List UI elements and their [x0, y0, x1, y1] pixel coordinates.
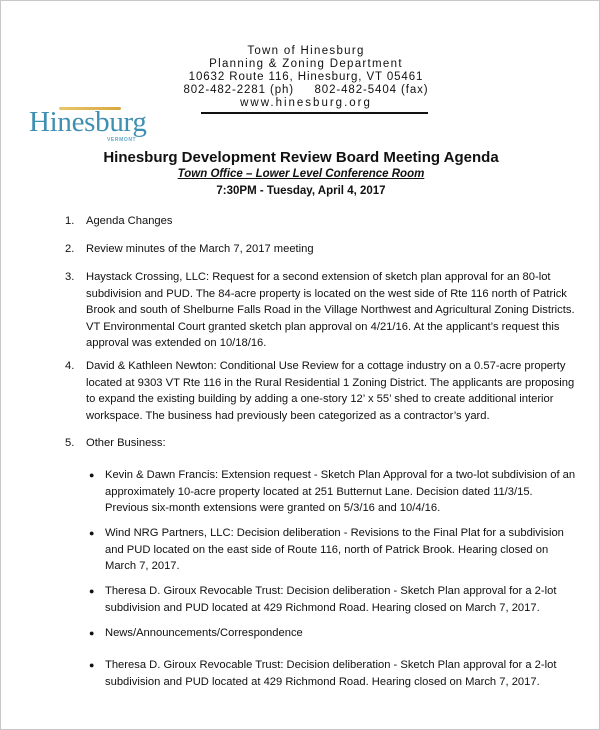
- item-number: 3.: [65, 271, 75, 283]
- other-business-item: [89, 657, 579, 690]
- other-business-item: [89, 525, 579, 575]
- other-business-item: [89, 467, 579, 517]
- item-text: Other Business:: [86, 437, 166, 449]
- other-business-item: [89, 625, 579, 642]
- bullet-icon: ●: [89, 660, 95, 670]
- letterhead-phone: 802-482-2281 (ph) 802-482-5404 (fax): [183, 84, 429, 96]
- letterhead-department: Planning & Zoning Department: [209, 58, 403, 70]
- meeting-location: Town Office – Lower Level Conference Room: [177, 168, 425, 180]
- item-text: News/Announcements/Correspondence: [105, 627, 303, 639]
- bullet-icon: ●: [89, 586, 95, 596]
- item-text: Haystack Crossing, LLC: Request for a second extension of sketch plan approval for an 80-lot subdivision and PUD. The 84-acre property is located on the west side of Rte 116 north of Patrick Brook and south of Shelburne Falls Road in the Village Northwest and Agricultural Zoning Districts. VT Environmental Court granted sketch plan approval on 4/21/16. At the applicant’s request this approval was extended on 10/18/16.: [86, 271, 575, 350]
- item-text: Kevin & Dawn Francis: Extension request - Sketch Plan Approval for a two-lot subdivision of an approximately 10-acre property located at 251 Butternut Lane. Decision dated 11/3/15. Previous six-month extensions were granted on 5/3/16 and 10/4/16.: [105, 469, 576, 515]
- letterhead-town: Town of Hinesburg: [247, 45, 365, 57]
- item-number: 4.: [65, 360, 75, 372]
- hinesburg-logo: [29, 106, 169, 146]
- item-number: 1.: [65, 215, 75, 227]
- item-text: Theresa D. Giroux Revocable Trust: Decision deliberation - Sketch Plan approval for a 2-lot subdivision and PUD located at 429 Richmond Road. Hearing closed on March 7, 2017.: [105, 585, 557, 614]
- item-text: Review minutes of the March 7, 2017 meeting: [86, 243, 314, 255]
- letterhead-rule: [201, 112, 428, 114]
- logo-text: Hinesburg: [29, 106, 147, 138]
- page-title: Hinesburg Development Review Board Meeting Agenda: [103, 149, 499, 166]
- item-number: 2.: [65, 243, 75, 255]
- item-text: Theresa D. Giroux Revocable Trust: Decision deliberation - Sketch Plan approval for a 2-lot subdivision and PUD located at 429 Richmond Road. Hearing closed on March 7, 2017.: [105, 659, 557, 688]
- agenda-item: [65, 269, 575, 352]
- meeting-datetime: 7:30PM - Tuesday, April 4, 2017: [216, 185, 386, 197]
- agenda-item: [65, 241, 575, 258]
- bullet-icon: ●: [89, 528, 95, 538]
- other-business-item: [89, 583, 579, 616]
- agenda-item: [65, 358, 575, 424]
- agenda-item: [65, 435, 575, 452]
- letterhead-address: 10632 Route 116, Hinesburg, VT 05461: [188, 71, 424, 83]
- bullet-icon: ●: [89, 628, 95, 638]
- letterhead-website: www.hinesburg.org: [240, 97, 372, 109]
- item-text: Agenda Changes: [86, 215, 173, 227]
- agenda-item: [65, 213, 575, 230]
- bullet-icon: ●: [89, 470, 95, 480]
- item-text: Wind NRG Partners, LLC: Decision deliberation - Revisions to the Final Plat for a subdivision and PUD located on the east side of Route 116, north of Patrick Brook. Hearing closed on March 7, 2017.: [105, 527, 564, 573]
- item-text: David & Kathleen Newton: Conditional Use Review for a cottage industry on a 0.57-acre property located at 9303 VT Rte 116 in the Rural Residential 1 Zoning District. The applicants are proposing to expand the existing building by adding a one-story 12’ x 55’ shed to create additional interior workspace. The business had previously been categorized as a contractor’s yard.: [86, 360, 575, 422]
- logo-subtext: VERMONT: [107, 137, 137, 143]
- item-number: 5.: [65, 437, 75, 449]
